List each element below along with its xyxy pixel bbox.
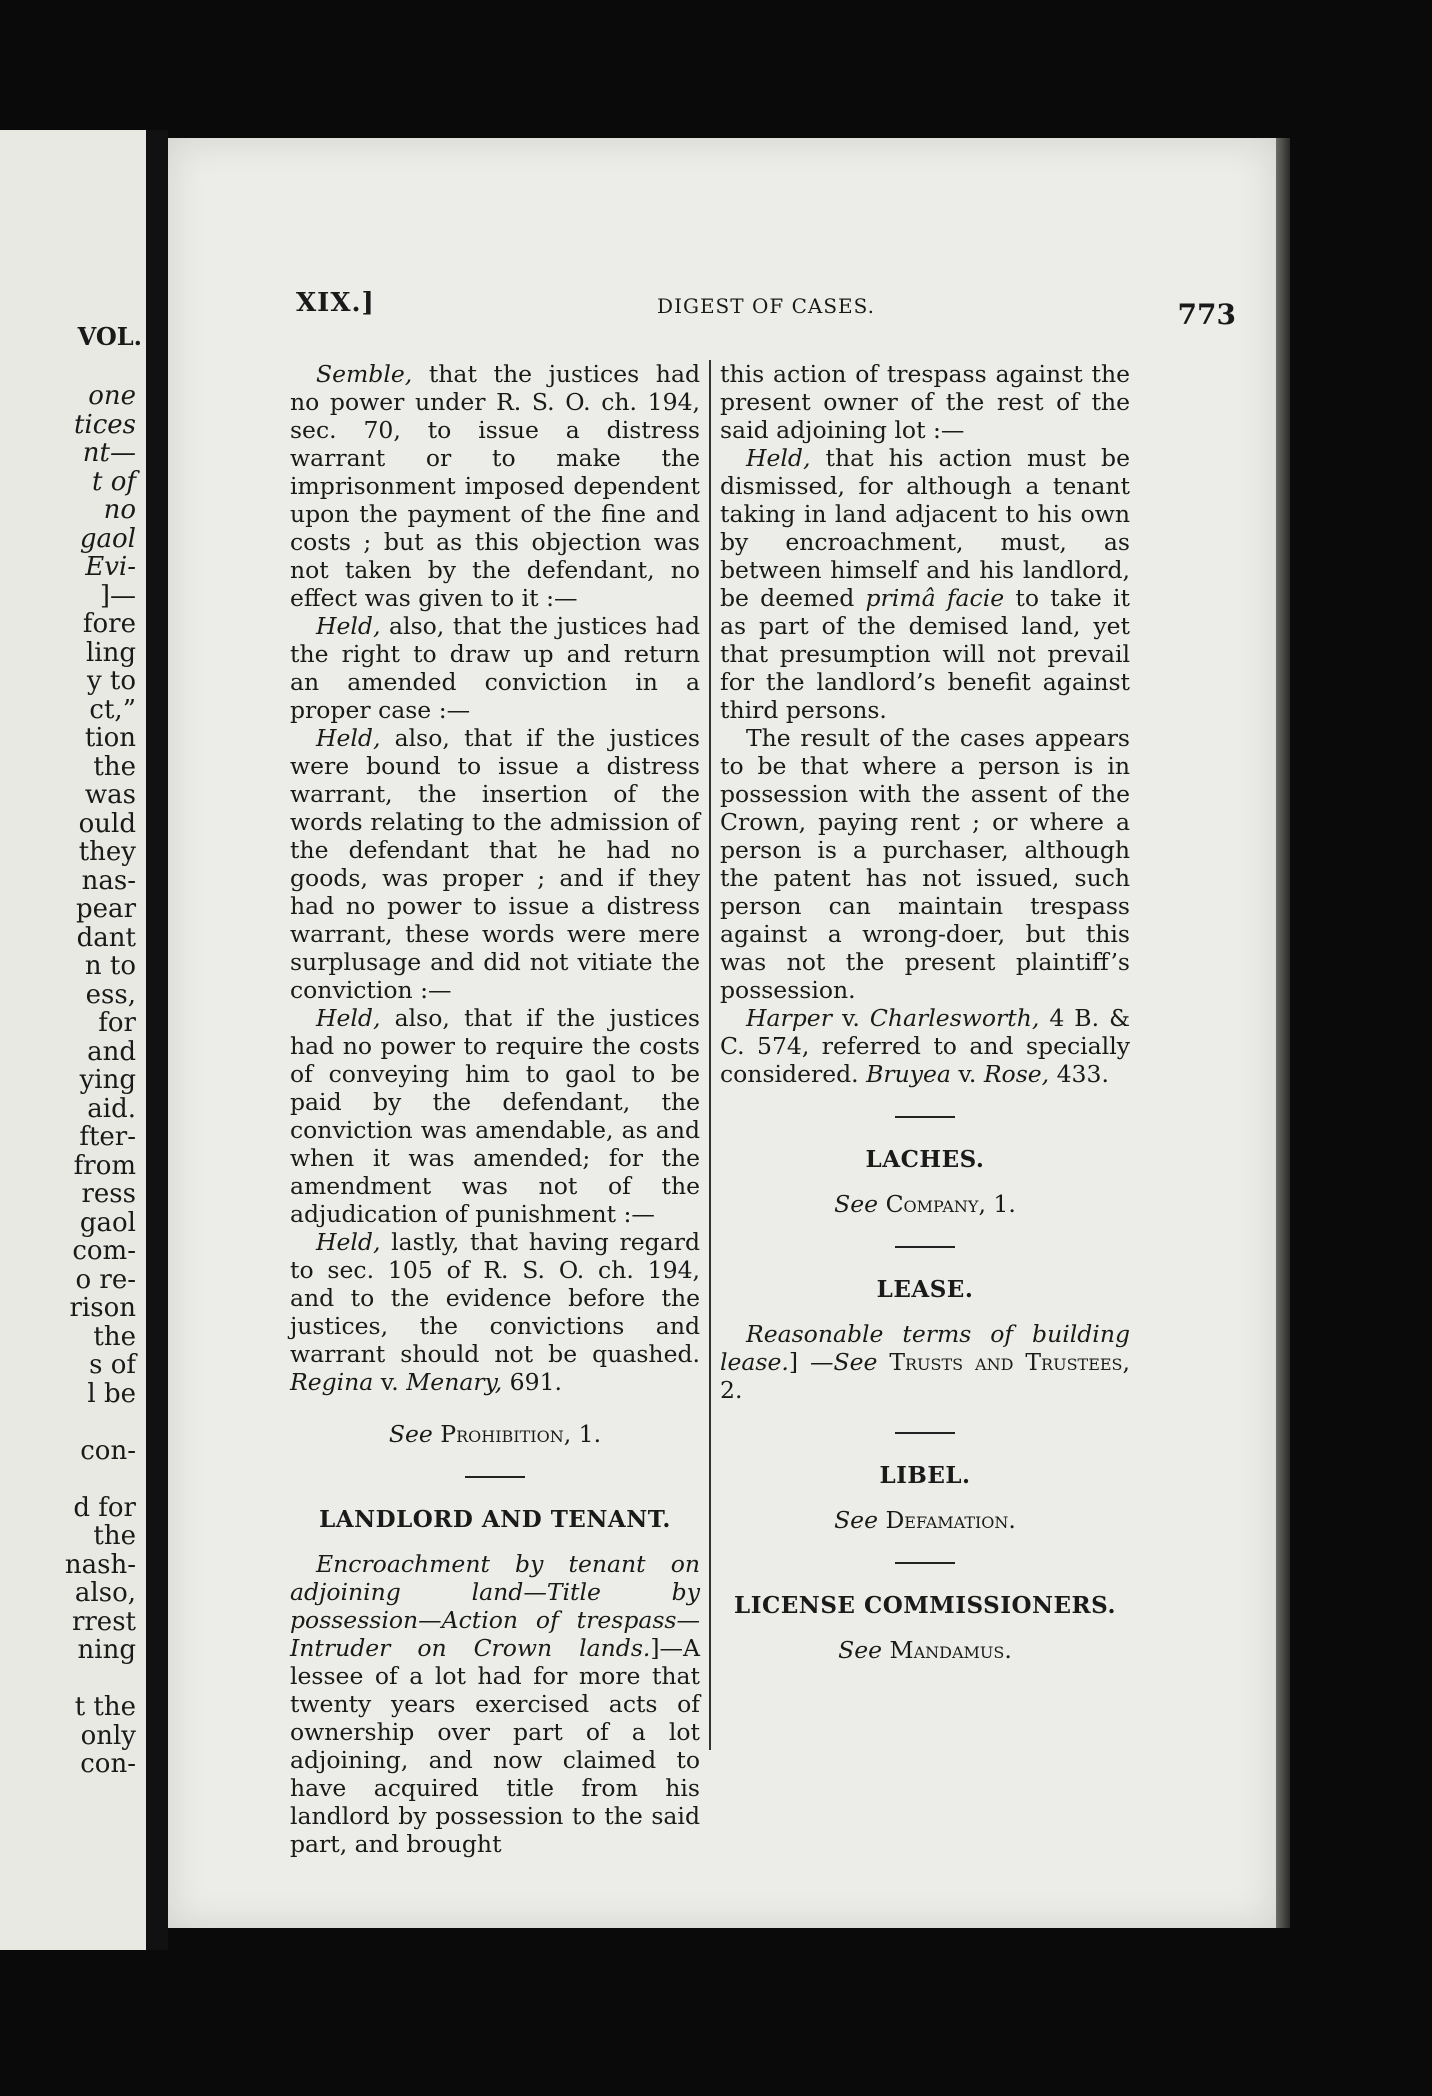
previous-page-line: tion	[84, 723, 136, 753]
cross-reference: See Defamation.	[834, 1506, 1016, 1534]
previous-page-line: fore	[82, 609, 136, 639]
paragraph: Semble, that the justices had no power under R. S. O. ch. 194, sec. 70, to issue a distress warrant or to make the imprisonment imposed dependent upon the payment of the fine and costs ; but as this objection was not taken by the defendant, no effect was given to it :—	[290, 360, 700, 612]
paragraph: Held, that his action must be dismissed, for although a tenant taking in land adjacent to his own by encroachment, must, as between himself and his landlord, be deemed primâ facie to take it as part of the demised land, yet that presumption will not prevail for the landlord’s benefit against third persons.	[720, 444, 1130, 724]
paragraph: Reasonable terms of building lease.] —See Trusts and Trustees, 2.	[720, 1320, 1130, 1404]
previous-page-line: the	[93, 1521, 136, 1551]
previous-page-line: ling	[85, 637, 136, 668]
previous-page-line: they	[78, 837, 136, 867]
volume-marker: XIX.]	[296, 288, 375, 318]
previous-page-line: con-	[80, 1435, 136, 1466]
previous-page-line: l be	[87, 1378, 136, 1409]
previous-page-line: y to	[86, 666, 136, 696]
previous-page-head: VOL.	[77, 322, 142, 351]
previous-page-line: con-	[80, 1749, 136, 1779]
previous-page-line: aid.	[87, 1093, 136, 1124]
previous-page-line: the	[93, 751, 136, 782]
previous-page-line: ould	[78, 808, 136, 839]
previous-page-line: gaol	[79, 1207, 136, 1238]
paragraph: this action of trespass against the present owner of the rest of the said adjoining lot :—	[720, 360, 1130, 444]
cross-reference: See Company, 1.	[834, 1190, 1016, 1218]
previous-page-line: ress	[81, 1179, 136, 1209]
previous-page-line: for	[98, 1008, 136, 1038]
paragraph: Held, also, that if the justices were bound to issue a distress warrant, the insertion of the words relating to the admission of the defendant that he had no goods, was proper ; and if they had no power to issue a distress warrant, these words were mere surplusage and did not vitiate the conviction :—	[290, 724, 700, 1004]
previous-page-line: nas-	[81, 865, 136, 896]
previous-page-line: rison	[69, 1293, 136, 1323]
previous-page-line: one	[88, 381, 136, 411]
previous-page-line: nt—	[82, 438, 136, 468]
paragraph: Encroachment by tenant on adjoining land—Title by possession—Action of trespass—Intruder on Crown lands.]—A lessee of a lot had for more that twenty years exercised acts of ownership over part of a lot adjoining, and now claimed to have acquired title from his landlord by possession to the said part, and brought	[290, 1550, 700, 1858]
previous-page-line: fter-	[79, 1122, 136, 1152]
previous-page-line: n to	[84, 951, 136, 981]
previous-page-line: t of	[92, 466, 136, 497]
previous-page-line: the	[93, 1321, 136, 1352]
previous-page-line: ess,	[85, 979, 136, 1010]
left-column	[290, 360, 700, 1858]
previous-page-line: was	[84, 780, 136, 810]
section-rule	[895, 1562, 955, 1564]
paragraph: Harper v. Charlesworth, 4 B. & C. 574, referred to and specially considered. Bruyea v. Rose, 433.	[720, 1004, 1130, 1088]
right-column	[720, 360, 1130, 1664]
section-heading: LANDLORD AND TENANT.	[319, 1506, 671, 1533]
previous-page-line: also,	[74, 1578, 136, 1608]
previous-page-line: rrest	[71, 1606, 136, 1637]
section-heading: LICENSE COMMISSIONERS.	[734, 1592, 1116, 1619]
cross-reference: See Mandamus.	[838, 1636, 1012, 1664]
page-title: DIGEST OF CASES.	[657, 294, 875, 318]
previous-page-line: t the	[74, 1692, 136, 1722]
previous-page-line: ning	[77, 1635, 136, 1665]
section-rule	[895, 1116, 955, 1118]
previous-page-line: from	[73, 1150, 136, 1181]
book-gutter	[146, 130, 168, 1950]
previous-page-line: tices	[73, 409, 136, 440]
page-edge	[1276, 138, 1290, 1928]
previous-page-line: d for	[73, 1492, 136, 1523]
previous-page-line: o re-	[75, 1264, 136, 1295]
section-rule	[895, 1246, 955, 1248]
previous-page-line: s of	[89, 1350, 136, 1380]
previous-page-line: ct,”	[89, 694, 136, 725]
previous-page-line: pear	[76, 894, 136, 924]
paragraph: Held, also, that if the justices had no power to require the costs of conveying him to gaol to be paid by the defendant, the conviction was amendable, as and when it was amended; for the amendment was not of the adjudication of punishment :—	[290, 1004, 700, 1228]
previous-page-line: com-	[72, 1236, 136, 1266]
previous-page-line: nash-	[64, 1549, 136, 1580]
paragraph: Held, lastly, that having regard to sec. 105 of R. S. O. ch. 194, and to the evidence before the justices, the convictions and warrant should not be quashed. Regina v. Menary, 691.	[290, 1228, 700, 1396]
previous-page-fragment	[0, 130, 146, 1950]
page-number: 773	[1177, 298, 1236, 331]
column-divider	[709, 360, 711, 1750]
book-page	[168, 138, 1276, 1928]
section-rule	[465, 1476, 525, 1478]
previous-page-line: no	[103, 495, 136, 525]
paragraph: The result of the cases appears to be that where a person is in possession with the assent of the Crown, paying rent ; or where a person is a purchaser, although the patent has not issued, such person can maintain trespass against a wrong-doer, but this was not the present plaintiff’s possession.	[720, 724, 1130, 1004]
previous-page-line: and	[87, 1036, 136, 1067]
section-heading: LEASE.	[876, 1276, 974, 1303]
section-rule	[895, 1432, 955, 1434]
section-heading: LIBEL.	[879, 1462, 971, 1489]
paragraph: Held, also, that the justices had the right to draw up and return an amended conviction in a proper case :—	[290, 612, 700, 724]
previous-page-line: ]—	[99, 580, 136, 611]
section-heading: LACHES.	[865, 1146, 985, 1173]
cross-reference: See Prohibition, 1.	[388, 1420, 602, 1448]
previous-page-line: gaol	[79, 523, 136, 554]
previous-page-line: ying	[79, 1065, 136, 1095]
previous-page-line: dant	[76, 922, 136, 953]
previous-page-line: only	[80, 1720, 136, 1751]
previous-page-line: Evi-	[85, 552, 136, 582]
running-head	[296, 288, 1236, 338]
